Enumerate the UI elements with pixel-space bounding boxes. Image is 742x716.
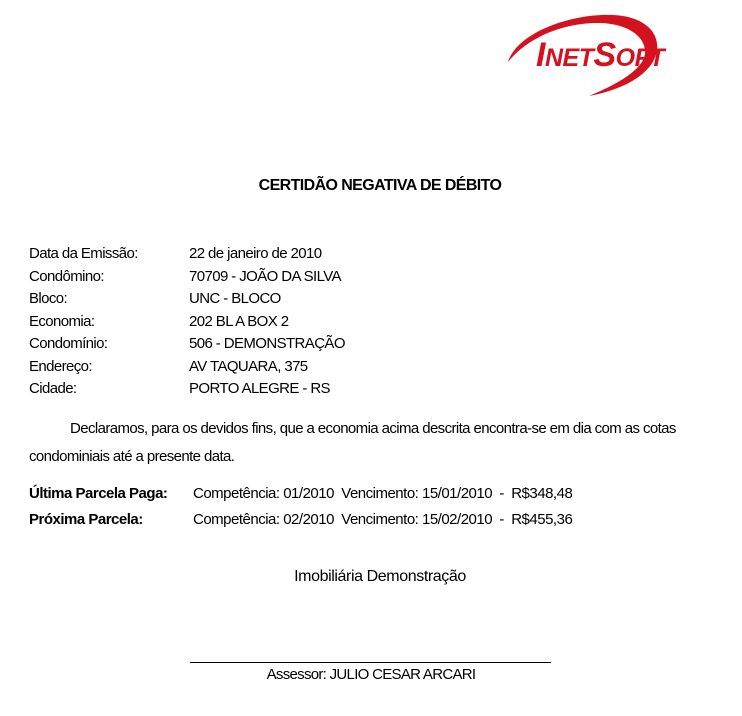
field-row-cidade xyxy=(29,378,345,401)
ultima-parcela-row xyxy=(29,485,572,502)
company-name: Imobiliária Demonstração xyxy=(294,568,466,585)
field-label: Economia: xyxy=(29,312,95,330)
declaration-paragraph xyxy=(29,415,729,471)
field-row-condomino xyxy=(29,266,345,289)
field-value: 202 BL A BOX 2 xyxy=(189,312,289,330)
field-label: Cidade: xyxy=(29,380,77,397)
field-value: AV TAQUARA, 375 xyxy=(189,357,308,375)
field-row-emission-date xyxy=(29,243,345,266)
field-value: 22 de janeiro de 2010 xyxy=(189,245,322,262)
parcela-detail: Competência: 01/2010 Vencimento: 15/01/2010 - R$348,48 xyxy=(193,485,573,502)
parcela-label: Última Parcela Paga: xyxy=(29,485,168,502)
field-row-bloco xyxy=(29,288,345,311)
signature-line xyxy=(190,662,551,663)
logo-wordmark: INETSOFT xyxy=(536,36,665,74)
field-value: 70709 - JOÃO DA SILVA xyxy=(189,267,341,285)
fields-list xyxy=(29,243,345,401)
proxima-parcela-row xyxy=(29,511,572,528)
field-label: Data da Emissão: xyxy=(29,245,138,262)
field-label: Condômino: xyxy=(29,267,104,285)
field-row-endereco xyxy=(29,356,345,379)
assessor-name: Assessor: JULIO CESAR ARCARI xyxy=(266,666,476,683)
document-title: CERTIDÃO NEGATIVA DE DÉBITO xyxy=(258,177,502,194)
field-row-economia xyxy=(29,311,345,334)
parcela-label: Próxima Parcela: xyxy=(29,511,143,528)
field-label: Condomínio: xyxy=(29,335,108,352)
parcela-detail: Competência: 02/2010 Vencimento: 15/02/2010 - R$455,36 xyxy=(193,511,573,528)
inetsoft-logo xyxy=(505,10,665,100)
field-value: UNC - BLOCO xyxy=(189,290,281,307)
field-value: 506 - DEMONSTRAÇÃO xyxy=(189,335,345,352)
field-row-condominio xyxy=(29,333,345,356)
declaration-text: Declaramos, para os devidos fins, que a economia acima descrita encontra-se em dia com as cotas condominiais até a presente data. xyxy=(29,420,676,465)
field-label: Endereço: xyxy=(29,357,92,375)
field-value: PORTO ALEGRE - RS xyxy=(189,380,330,397)
field-label: Bloco: xyxy=(29,290,68,307)
